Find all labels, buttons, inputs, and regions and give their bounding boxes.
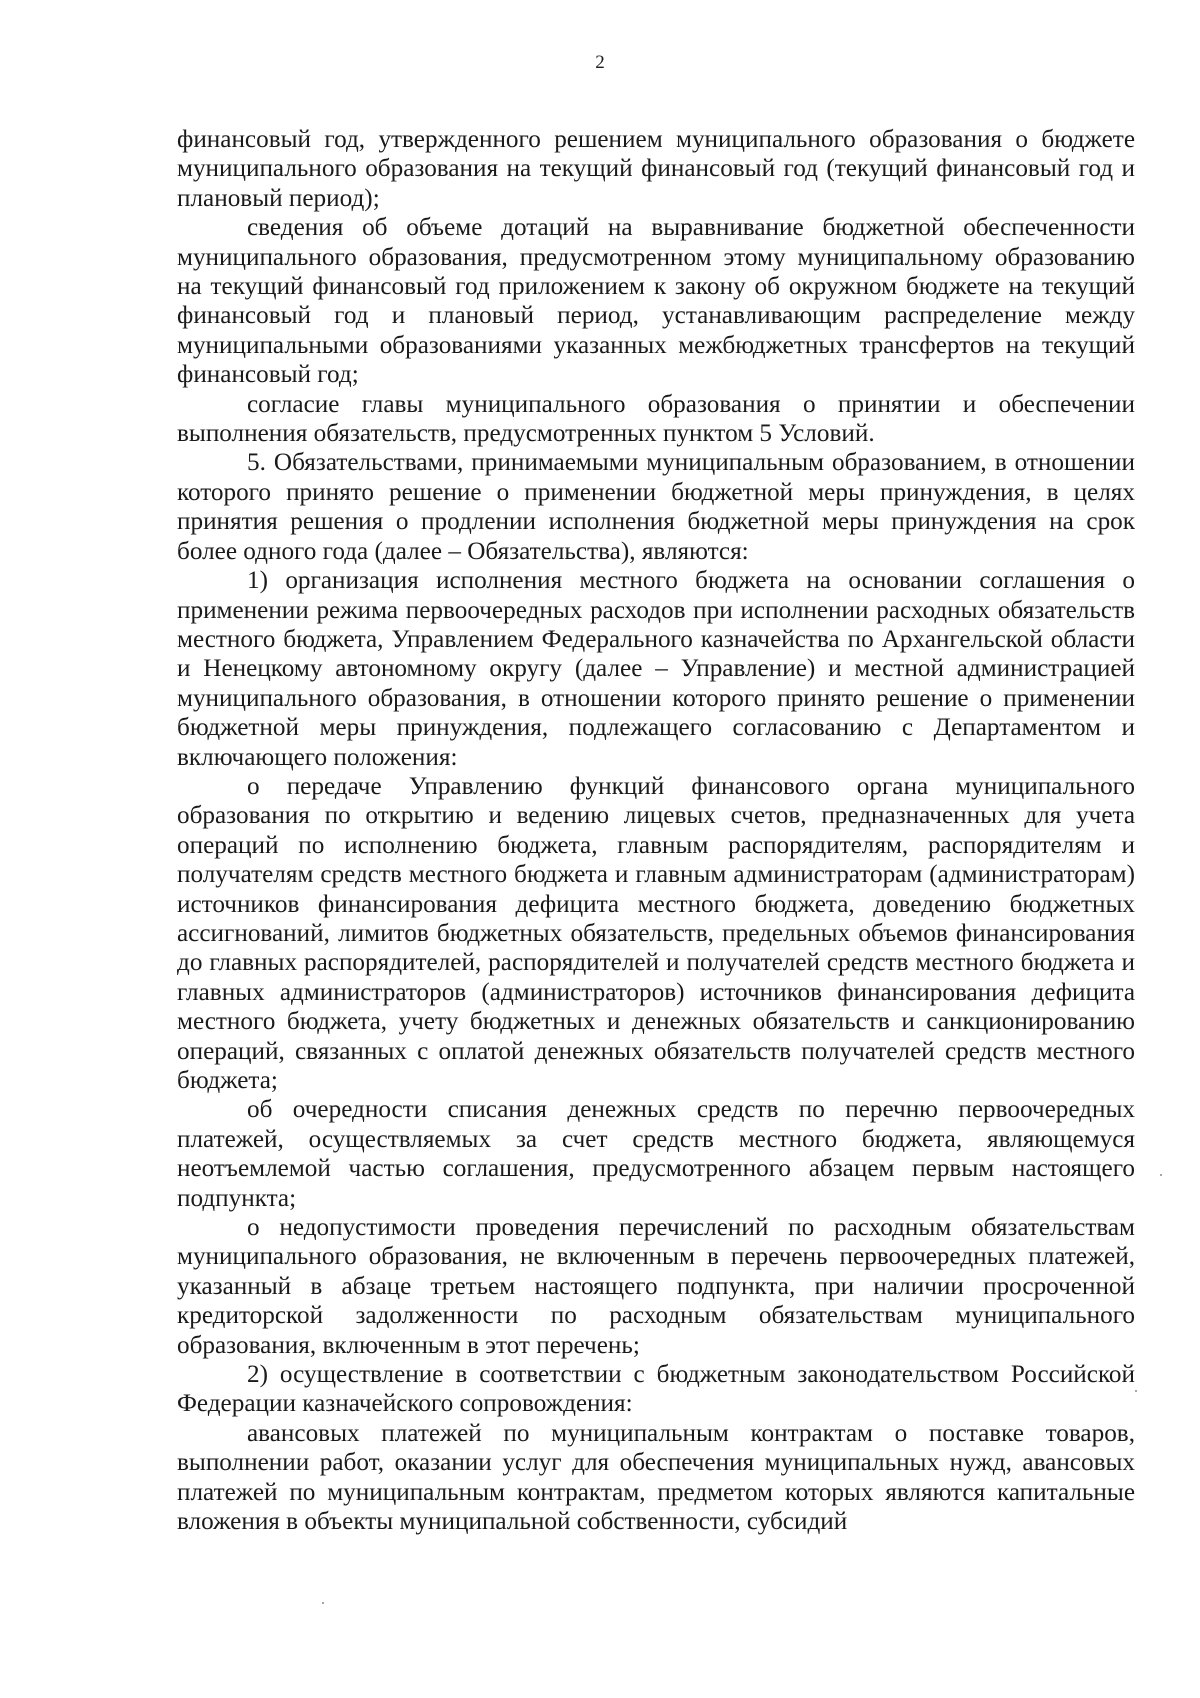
scan-speck [1160, 1174, 1162, 1176]
paragraph: авансовых платежей по муниципальным контрактам о поставке товаров, выполнении работ, оказании услуг для обеспечения муниципальных нужд, авансовых платежей по муниципальным контрактам, предметом которых являются капитальные вложения в объекты муниципальной собственности, субсидий [177, 1419, 1135, 1536]
paragraph: финансовый год, утвержденного решением муниципального образования о бюджете муниципального образования на текущий финансовый год (текущий финансовый год и плановый период); [177, 126, 1135, 212]
paragraph: сведения об объеме дотаций на выравнивание бюджетной обеспеченности муниципального образования, предусмотренном этому муниципальному образованию на текущий финансовый год приложением к закону об окружном бюджете на текущий финансовый год и плановый период, устанавливающим распределение между муниципальными образованиями указанных межбюджетных трансфертов на текущий финансовый год; [177, 214, 1135, 389]
scan-speck [322, 1602, 324, 1604]
scan-speck [1135, 1390, 1137, 1392]
paragraph: 2) осуществление в соответствии с бюджетным законодательством Российской Федерации казначейского сопровождения: [177, 1361, 1135, 1418]
page-number: 2 [595, 52, 605, 73]
paragraph: 5. Обязательствами, принимаемыми муниципальным образованием, в отношении которого принято решение о применении бюджетной меры принуждения, в целях принятия решения о продлении исполнения бюджетной меры принуждения на срок более одного года (далее – Обязательства), являются: [177, 449, 1135, 565]
paragraph: 1) организация исполнения местного бюджета на основании соглашения о применении режима первоочередных расходов при исполнении расходных обязательств местного бюджета, Управлением Федерального казначейства по Архангельской области и Ненецкому автономному округу (далее – Управление) и местной администрацией муниципального образования, в отношении которого принято решение о применении бюджетной меры принуждения, подлежащего согласованию с Департаментом и включающего положения: [177, 567, 1135, 771]
paragraph: о передаче Управлению функций финансового органа муниципального образования по открытию и ведению лицевых счетов, предназначенных для учета операций по исполнению бюджета, главным распорядителям, распорядителям и получателям средств местного бюджета и главным администраторам (администраторам) источников финансирования дефицита местного бюджета, доведению бюджетных ассигнований, лимитов бюджетных обязательств, предельных объемов финансирования до главных распорядителей, распорядителей и получателей средств местного бюджета и главных администраторов (администраторов) источников финансирования дефицита местного бюджета, учету бюджетных и денежных обязательств и санкционированию операций, связанных с оплатой денежных обязательств получателей средств местного бюджета; [177, 772, 1135, 1094]
paragraph: согласие главы муниципального образования о принятии и обеспечении выполнения обязательств, предусмотренных пунктом 5 Условий. [177, 390, 1135, 448]
paragraph: об очередности списания денежных средств по перечню первоочередных платежей, осуществляемых за счет средств местного бюджета, являющемуся неотъемлемой частью соглашения, предусмотренного абзацем первым настоящего подпункта; [177, 1096, 1135, 1212]
document-body [177, 125, 1135, 1537]
paragraph: о недопустимости проведения перечислений по расходным обязательствам муниципального образования, не включенным в перечень первоочередных платежей, указанный в абзаце третьем настоящего подпункта, при наличии просроченной кредиторской задолженности по расходным обязательствам муниципального образования, включенным в этот перечень; [177, 1214, 1135, 1359]
